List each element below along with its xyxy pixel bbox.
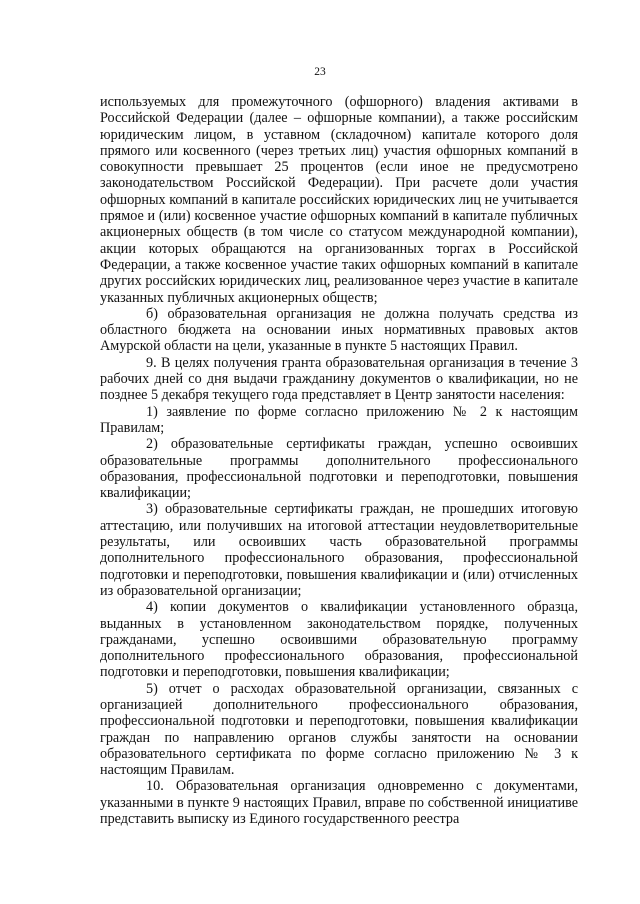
document-body	[100, 94, 578, 827]
paragraph-item-5: 5) отчет о расходах образовательной организации, связанных с организацией дополнительного профессионального образования, профессиональной подготовки и переподготовки, повышения квалификации граждан по направлению органов службы занятости на основании образовательного сертификата по форме согласно приложению № 3 к настоящим Правилам.	[100, 680, 578, 779]
paragraph-clause-9: 9. В целях получения гранта образовательная организация в течение 3 рабочих дней со дня выдачи гражданину документов о квалификации, но не позднее 5 декабря текущего года представляет в Центр занятости населения:	[100, 354, 578, 404]
paragraph-clause-10: 10. Образовательная организация одновременно с документами, указанными в пункте 9 настоящих Правил, вправе по собственной инициативе представить выписку из Единого государственного реестра	[100, 778, 578, 828]
page-number: 23	[314, 66, 326, 78]
paragraph-item-2: 2) образовательные сертификаты граждан, успешно освоивших образовательные программы дополнительного профессионального образования, профессиональной подготовки и переподготовки, повышения квалификации;	[100, 436, 578, 502]
paragraph-continuation: используемых для промежуточного (офшорного) владения активами в Российской Федерации (далее – офшорные компании), а также российским юридическим лицом, в уставном (складочном) капитале которого доля прямого или косвенного (через третьих лиц) участия офшорных компаний в совокупности превышает 25 процентов (если иное не предусмотрено законодательством Российской Федерации). При расчете доли участия офшорных компаний в капитале российских юридических лиц не учитывается прямое и (или) косвенное участие офшорных компаний в капитале публичных акционерных обществ (в том числе со статусом международной компании), акции которых обращаются на организованных торгах в Российской Федерации, а также косвенное участие таких офшорных компаний в капитале других российских юридических лиц, реализованное через участие в капитале указанных публичных акционерных обществ;	[100, 94, 578, 306]
paragraph-item-1: 1) заявление по форме согласно приложению № 2 к настоящим Правилам;	[100, 403, 578, 436]
paragraph-item-4: 4) копии документов о квалификации установленного образца, выданных в установленном законодательством порядке, полученных гражданами, успешно освоившими образовательную программу дополнительного профессионального образования, профессиональной подготовки и переподготовки, повышения квалификации;	[100, 599, 578, 681]
paragraph-item-b: б) образовательная организация не должна получать средства из областного бюджета на основании иных нормативных правовых актов Амурской области на цели, указанные в пункте 5 настоящих Правил.	[100, 305, 578, 355]
paragraph-item-3: 3) образовательные сертификаты граждан, не прошедших итоговую аттестацию, или получивших на итоговой аттестации неудовлетворительные результаты, или освоивших часть образовательной программы дополнительного профессионального образования, профессиональной подготовки и переподготовки, повышения квалификации и (или) отчисленных из образовательной организации;	[100, 501, 578, 599]
